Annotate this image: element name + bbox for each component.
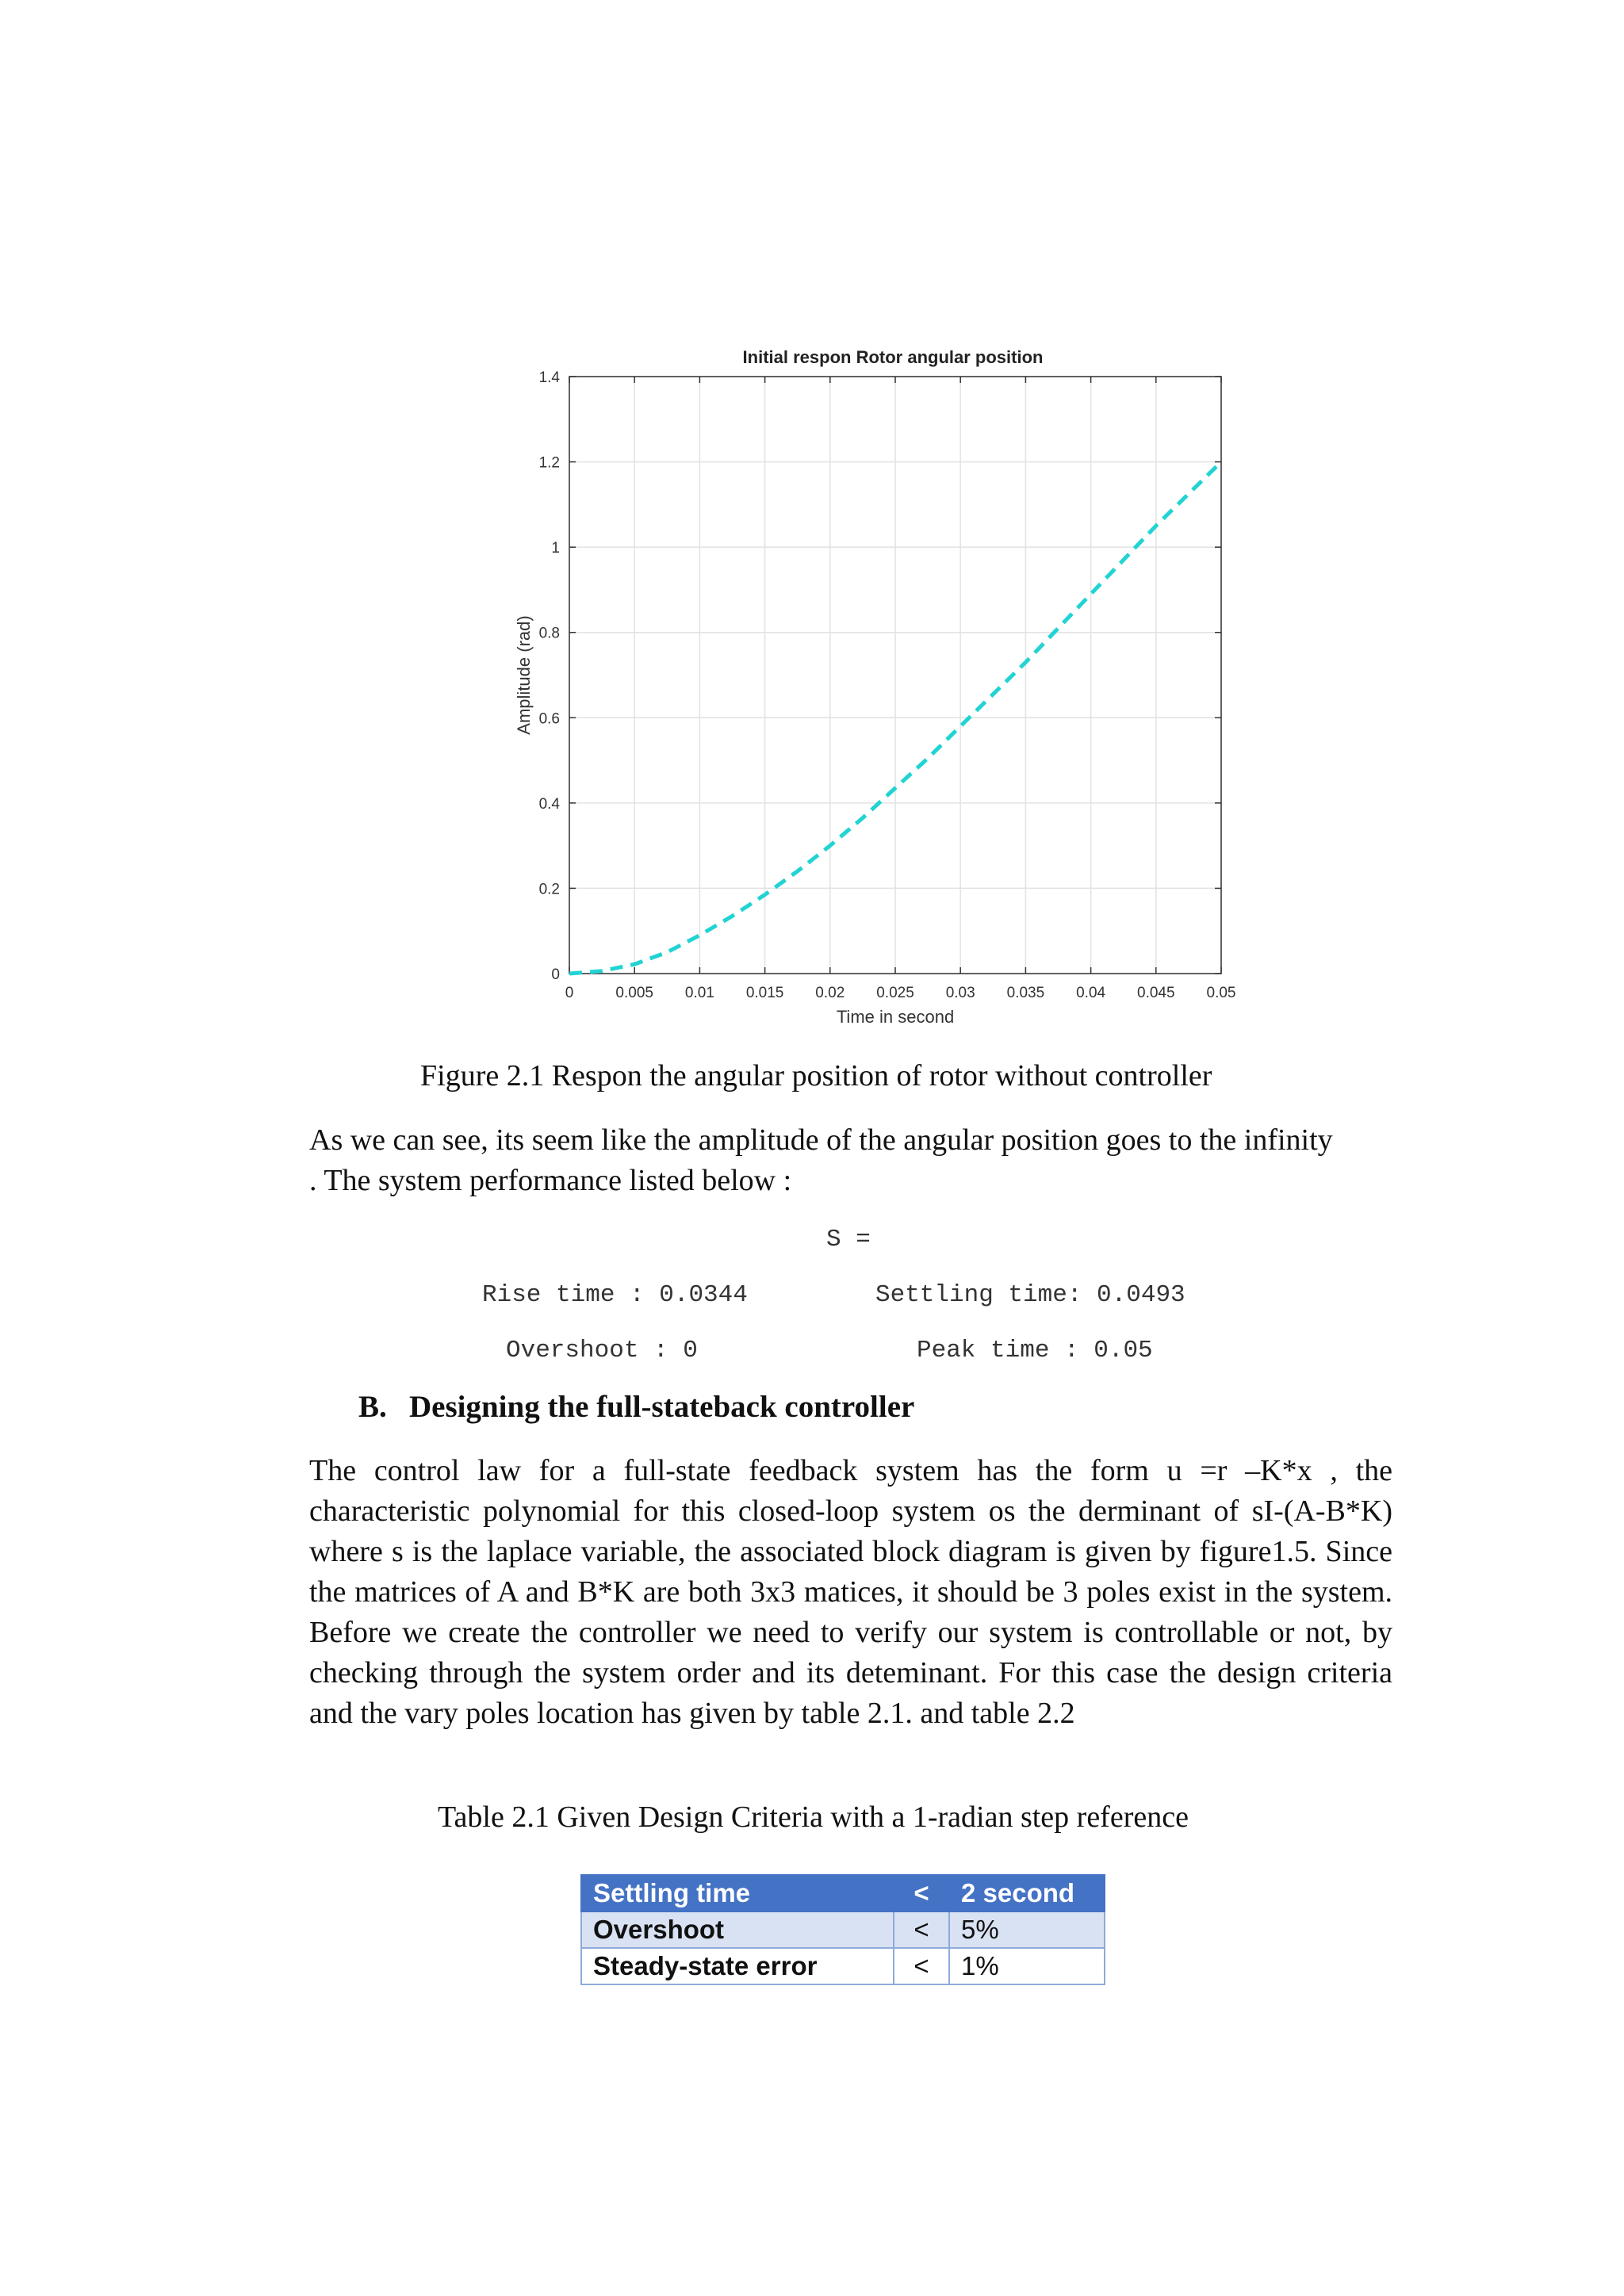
paragraph-intro [309, 1120, 1392, 1201]
x-axis-label: Time in second [836, 1007, 955, 1027]
figure-caption: Figure 2.1 Respon the angular position of rotor without controller [420, 1059, 1212, 1093]
table-cell: 5% [949, 1911, 1105, 1948]
table-cell: 2 second [949, 1875, 1105, 1911]
response-chart [500, 341, 1245, 1031]
paragraph-control-law: The control law for a full-state feedback system has the form u =r –K*x , the characteristic polynomial for this closed-loop system os the derminant of sI-(A-B*K) where s is the laplace variable, the associated block diagram is given by figure1.5. Since the matrices of A and B*K are both 3x3 matices, it should be 3 poles exist in the system. Before we create the controller we need to verify our system is controllable or not, by checking through the system order and its deteminant. For this case the design criteria and the vary poles location has given by table 2.1. and table 2.2 [309, 1454, 1392, 1730]
chart-grid [569, 377, 1221, 974]
y-tick-label: 0 [551, 966, 560, 983]
x-tick-label: 0.005 [615, 985, 653, 1001]
y-tick-label: 1 [551, 540, 560, 557]
y-tick-label: 1.2 [538, 454, 560, 472]
table-cell: Overshoot [581, 1911, 894, 1948]
x-tick-label: 0.04 [1076, 985, 1106, 1001]
x-tick-label: 0.035 [1006, 985, 1045, 1001]
table-cell: Settling time [581, 1875, 894, 1911]
design-criteria-table [580, 1874, 1105, 1985]
table-cell: < [894, 1948, 949, 1984]
table-cell: Steady-state error [581, 1948, 894, 1984]
section-heading [358, 1389, 914, 1425]
x-tick-label: 0.01 [684, 985, 714, 1001]
perf-rise-time: Rise time : 0.0344 [482, 1281, 748, 1309]
y-tick-label: 0.2 [538, 881, 560, 898]
chart-title: Initial respon Rotor angular position [742, 347, 1044, 367]
y-tick-label: 0.8 [538, 625, 560, 642]
y-axis-label: Amplitude (rad) [514, 615, 534, 735]
table-caption: Table 2.1 Given Design Criteria with a 1-radian step reference [438, 1800, 1189, 1834]
y-tick-label: 0.6 [538, 710, 560, 728]
paragraph-intro-line2: . The system performance listed below : [309, 1164, 792, 1197]
table-cell: 1% [949, 1948, 1105, 1984]
table-row [581, 1911, 1105, 1948]
y-tick-label: 1.4 [538, 369, 560, 386]
y-tick-label: 0.4 [538, 795, 560, 813]
perf-settling-time: Settling time: 0.0493 [875, 1281, 1185, 1309]
table-row [581, 1875, 1105, 1911]
perf-s-label: S = [826, 1226, 871, 1253]
x-tick-label: 0.025 [876, 985, 914, 1001]
section-number: B. [358, 1390, 387, 1424]
chart-ticks [539, 369, 1236, 1001]
table-row [581, 1948, 1105, 1984]
table-cell: < [894, 1875, 949, 1911]
paragraph-intro-line1: As we can see, its seem like the amplitude of the angular position goes to the infinity [309, 1123, 1333, 1157]
perf-peak-time: Peak time : 0.05 [917, 1337, 1153, 1364]
section-title: Designing the full-stateback controller [409, 1390, 915, 1424]
table-cell: < [894, 1911, 949, 1948]
x-tick-label: 0.045 [1137, 985, 1175, 1001]
x-tick-label: 0.015 [745, 985, 784, 1001]
perf-overshoot: Overshoot : 0 [506, 1337, 698, 1364]
x-tick-label: 0 [565, 985, 574, 1001]
x-tick-label: 0.05 [1206, 985, 1236, 1001]
x-tick-label: 0.03 [945, 985, 975, 1001]
x-tick-label: 0.02 [815, 985, 845, 1001]
